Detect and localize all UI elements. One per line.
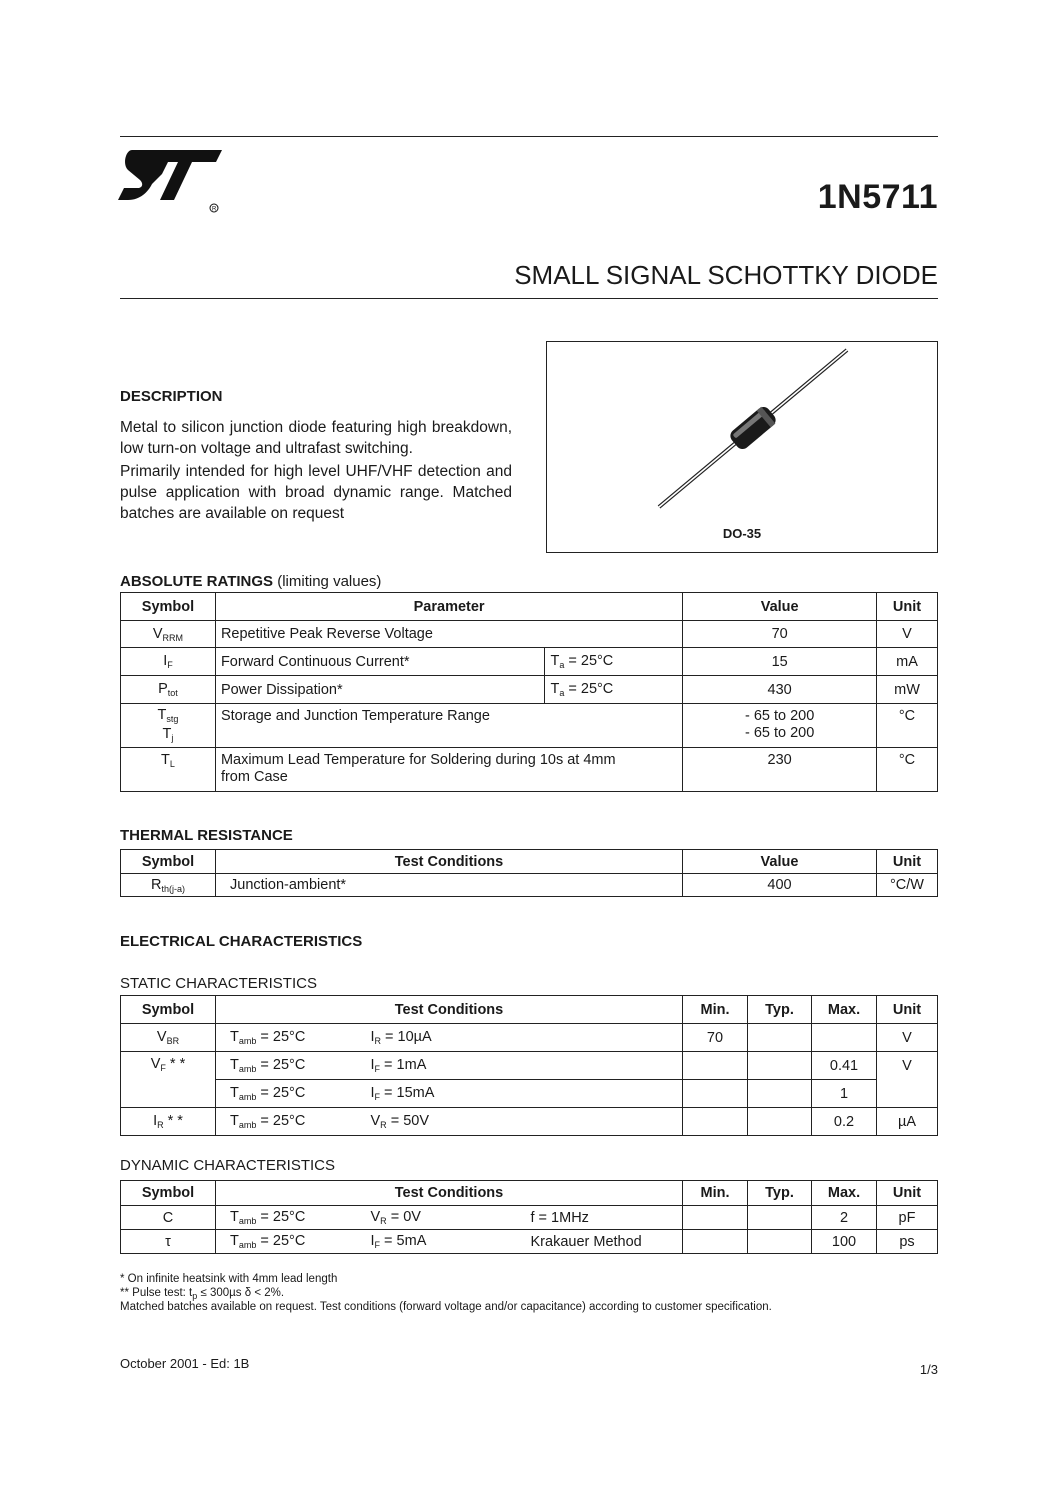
symbol-cell: C: [121, 1206, 216, 1230]
footnote-2-sub: p: [192, 1291, 198, 1301]
symbol-sub: RRM: [162, 632, 184, 643]
value-cell: 70: [683, 621, 877, 648]
tamb-sub: amb: [238, 1092, 257, 1102]
max-cell: [812, 1024, 877, 1052]
cond-symbol: T: [550, 653, 560, 669]
cond-sub: R: [374, 1036, 382, 1046]
tamb-symbol: T: [230, 1085, 239, 1101]
symbol-sub: F: [160, 1063, 166, 1073]
cond-sub: a: [559, 688, 565, 698]
footnote-2-a: ** Pulse test: t: [120, 1287, 193, 1299]
tamb-symbol: T: [230, 1113, 239, 1129]
table-header-row: [121, 1181, 938, 1206]
tamb-cell: [216, 1024, 366, 1052]
tamb-rest: = 25°C: [256, 1029, 306, 1045]
tamb-rest: = 25°C: [256, 1233, 306, 1249]
unit-cell: °C: [877, 704, 938, 748]
symbol-cell: [121, 1052, 216, 1108]
tamb-cell: [216, 1052, 366, 1080]
symbol: T: [161, 752, 170, 768]
symbol: I: [163, 653, 168, 669]
st-logo: [118, 148, 222, 214]
tamb-symbol: T: [230, 1057, 239, 1073]
col-header: Unit: [877, 593, 938, 621]
tamb-sub: amb: [238, 1036, 257, 1046]
tamb-cell: [216, 1206, 366, 1230]
col-header: Min.: [683, 996, 748, 1024]
unit-cell: ps: [877, 1230, 938, 1254]
max-cell: 0.41: [812, 1052, 877, 1080]
table-row: [121, 1052, 938, 1080]
col-header: Value: [683, 593, 877, 621]
cond-sub: R: [380, 1216, 387, 1226]
footnote-1: * On infinite heatsink with 4mm lead length: [120, 1273, 338, 1285]
tamb-rest: = 25°C: [256, 1085, 306, 1101]
typ-cell: [748, 1080, 812, 1108]
symbol-cell: [121, 1108, 216, 1136]
table-row: [121, 676, 938, 704]
min-cell: [683, 1206, 748, 1230]
table-row: [121, 648, 938, 676]
cond-rest: = 10µA: [381, 1029, 432, 1045]
symbol: V: [152, 625, 163, 642]
condition-cell: [366, 1024, 683, 1052]
col-header: Test Conditions: [216, 850, 683, 874]
unit-cell: V: [877, 1052, 938, 1108]
symbol-cell: [121, 648, 216, 676]
cond-sub: F: [374, 1240, 381, 1250]
tamb-cell: [216, 1108, 366, 1136]
condition-cell: [545, 648, 683, 676]
min-cell: [683, 1080, 748, 1108]
static-table: [120, 995, 938, 1136]
symbol-cell: [121, 748, 216, 792]
col-header: Symbol: [121, 1181, 216, 1206]
footnote-3: Matched batches available on request. Test conditions (forward voltage and/or capacitance) according to customer specification.: [120, 1301, 772, 1313]
table-header-row: [121, 850, 938, 874]
condition-cell: [366, 1206, 526, 1230]
symbol: R: [151, 876, 162, 893]
typ-cell: [748, 1024, 812, 1052]
symbol-sub: j: [171, 733, 174, 743]
table-row: [121, 1108, 938, 1136]
typ-cell: [748, 1206, 812, 1230]
typ-cell: [748, 1230, 812, 1254]
col-header: Test Conditions: [216, 996, 683, 1024]
value-cell: [683, 704, 877, 748]
col-header: Typ.: [748, 996, 812, 1024]
condition-cell: [366, 1052, 683, 1080]
table-row: [121, 704, 938, 748]
tamb-symbol: T: [230, 1029, 239, 1045]
thermal-title: THERMAL RESISTANCE: [120, 827, 293, 844]
value-cell: 400: [683, 874, 877, 897]
tamb-rest: = 25°C: [256, 1113, 306, 1129]
max-cell: 100: [812, 1230, 877, 1254]
cond-symbol: I: [370, 1057, 375, 1073]
cond-rest: = 15mA: [380, 1085, 435, 1101]
symbol-cell: [121, 704, 216, 748]
absolute-ratings-title: [120, 573, 381, 590]
symbol-cell: [121, 676, 216, 704]
footnote-2-b: ≤ 300µs δ < 2%.: [200, 1287, 285, 1299]
svg-text:R: R: [212, 206, 217, 213]
max-cell: 2: [812, 1206, 877, 1230]
unit-cell: mW: [877, 676, 938, 704]
condition-cell: [366, 1230, 526, 1254]
symbol-sub: tot: [167, 688, 178, 698]
symbol: T: [162, 726, 172, 742]
page-number: 1/3: [919, 1362, 938, 1377]
package-label: DO-35: [722, 526, 762, 541]
absolute-ratings-title-rest: (limiting values): [273, 573, 382, 590]
cond-rest: = 5mA: [380, 1233, 427, 1249]
col-header: Symbol: [121, 593, 216, 621]
top-rule: [120, 136, 938, 137]
col-header: Typ.: [748, 1181, 812, 1206]
unit-cell: °C: [877, 748, 938, 792]
thermal-table: [120, 849, 938, 897]
typ-cell: [748, 1052, 812, 1080]
cond-symbol: T: [550, 681, 560, 697]
symbol: T: [157, 707, 167, 723]
max-cell: 1: [812, 1080, 877, 1108]
cond-symbol: V: [370, 1113, 381, 1129]
diode-image: [547, 342, 937, 522]
symbol: V: [150, 1056, 161, 1072]
static-title: STATIC CHARACTERISTICS: [120, 975, 317, 992]
symbol-sub: R: [157, 1120, 164, 1130]
col-header: Value: [683, 850, 877, 874]
condition-cell: [366, 1108, 683, 1136]
electrical-title: ELECTRICAL CHARACTERISTICS: [120, 933, 363, 950]
tamb-cell: [216, 1230, 366, 1254]
param-line: Maximum Lead Temperature for Soldering during 10s at 4mm: [220, 752, 616, 768]
cond-sub: a: [559, 660, 565, 670]
value-cell: 15: [683, 648, 877, 676]
col-header: Max.: [812, 1181, 877, 1206]
parameter-cell: Storage and Junction Temperature Range: [215, 704, 682, 748]
cond-rest: = 50V: [386, 1113, 429, 1129]
table-row: [121, 621, 938, 648]
symbol-sub: th(j-a): [161, 883, 185, 894]
symbol-sub: BR: [166, 1036, 180, 1046]
value-line: - 65 to 200: [744, 725, 815, 741]
tamb-rest: = 25°C: [256, 1209, 306, 1225]
tamb-sub: amb: [238, 1120, 257, 1130]
col-header: Unit: [877, 996, 938, 1024]
col-header: Unit: [877, 850, 938, 874]
parameter-cell: Repetitive Peak Reverse Voltage: [215, 621, 682, 648]
unit-cell: V: [877, 621, 938, 648]
value-cell: 430: [683, 676, 877, 704]
table-header-row: [121, 996, 938, 1024]
package-box: [546, 341, 938, 553]
max-cell: 0.2: [812, 1108, 877, 1136]
symbol: I: [153, 1113, 158, 1129]
table-row: [121, 1080, 938, 1108]
table-row: [121, 748, 938, 792]
symbol-sub: F: [167, 660, 173, 670]
value-cell: 230: [683, 748, 877, 792]
tamb-sub: amb: [238, 1240, 257, 1250]
condition-cell-2: Krakauer Method: [526, 1230, 683, 1254]
table-row: [121, 1230, 938, 1254]
symbol-suffix: * *: [163, 1113, 183, 1129]
cond-symbol: I: [370, 1233, 375, 1249]
parameter-cell: [215, 748, 682, 792]
cond-symbol: I: [370, 1085, 375, 1101]
page-subtitle: SMALL SIGNAL SCHOTTKY DIODE: [514, 260, 938, 290]
typ-cell: [748, 1108, 812, 1136]
description-para-2: Primarily intended for high level UHF/VHF detection and pulse application with broad dynamic range. Matched batches are available on request: [120, 463, 512, 522]
min-cell: [683, 1230, 748, 1254]
part-number: 1N5711: [817, 178, 938, 216]
col-header: Unit: [877, 1181, 938, 1206]
condition-cell: [545, 676, 683, 704]
unit-cell: °C/W: [877, 874, 938, 897]
unit-cell: V: [877, 1024, 938, 1052]
col-header: Test Conditions: [216, 1181, 683, 1206]
min-cell: 70: [683, 1024, 748, 1052]
col-header: Min.: [683, 1181, 748, 1206]
min-cell: [683, 1052, 748, 1080]
value-line: - 65 to 200: [744, 708, 815, 724]
subtitle-rule: [120, 298, 938, 299]
dynamic-title: DYNAMIC CHARACTERISTICS: [120, 1157, 336, 1174]
condition-cell-2: f = 1MHz: [526, 1206, 683, 1230]
symbol-cell: [121, 874, 216, 897]
col-header: Symbol: [121, 850, 216, 874]
cond-symbol: I: [370, 1029, 375, 1045]
cond-sub: F: [374, 1064, 381, 1074]
col-header: Parameter: [215, 593, 682, 621]
tamb-sub: amb: [238, 1216, 257, 1226]
cond-rest: = 1mA: [380, 1057, 427, 1073]
col-header: Max.: [812, 996, 877, 1024]
symbol-sub: stg: [166, 714, 179, 724]
cond-rest: = 25°C: [564, 653, 614, 669]
cond-sub: R: [380, 1120, 387, 1130]
unit-cell: mA: [877, 648, 938, 676]
condition-cell: [366, 1080, 683, 1108]
parameter-cell: Forward Continuous Current*: [215, 648, 545, 676]
dynamic-table: [120, 1180, 938, 1254]
absolute-ratings-title-bold: ABSOLUTE RATINGS: [120, 573, 274, 590]
symbol-suffix: * *: [165, 1056, 186, 1072]
tamb-sub: amb: [238, 1064, 257, 1074]
parameter-cell: Power Dissipation*: [215, 676, 545, 704]
table-row: [121, 1206, 938, 1230]
symbol-cell: τ: [121, 1230, 216, 1254]
description-para-1: Metal to silicon junction diode featuring high breakdown, low turn-on voltage and ultrafast switching.: [120, 419, 512, 457]
cond-sub: F: [374, 1092, 381, 1102]
tamb-cell: [216, 1080, 366, 1108]
cond-symbol: V: [370, 1209, 381, 1225]
cond-rest: = 25°C: [564, 681, 614, 697]
param-line: from Case: [220, 769, 288, 785]
symbol: V: [156, 1029, 167, 1045]
description-heading: DESCRIPTION: [120, 388, 223, 405]
tamb-symbol: T: [230, 1233, 239, 1249]
table-row: [121, 874, 938, 897]
symbol-sub: L: [169, 759, 175, 769]
table-row: [121, 1024, 938, 1052]
cond-rest: = 0V: [386, 1209, 421, 1225]
tamb-symbol: T: [230, 1209, 239, 1225]
symbol: P: [158, 681, 168, 697]
unit-cell: pF: [877, 1206, 938, 1230]
min-cell: [683, 1108, 748, 1136]
description-text: [120, 417, 512, 524]
absolute-ratings-table: [120, 592, 938, 792]
symbol-cell: [121, 621, 216, 648]
symbol-cell: [121, 1024, 216, 1052]
tamb-rest: = 25°C: [256, 1057, 306, 1073]
condition-cell: Junction-ambient*: [216, 874, 683, 897]
unit-cell: µA: [877, 1108, 938, 1136]
col-header: Symbol: [121, 996, 216, 1024]
table-header-row: [121, 593, 938, 621]
footer-date: October 2001 - Ed: 1B: [120, 1356, 250, 1371]
